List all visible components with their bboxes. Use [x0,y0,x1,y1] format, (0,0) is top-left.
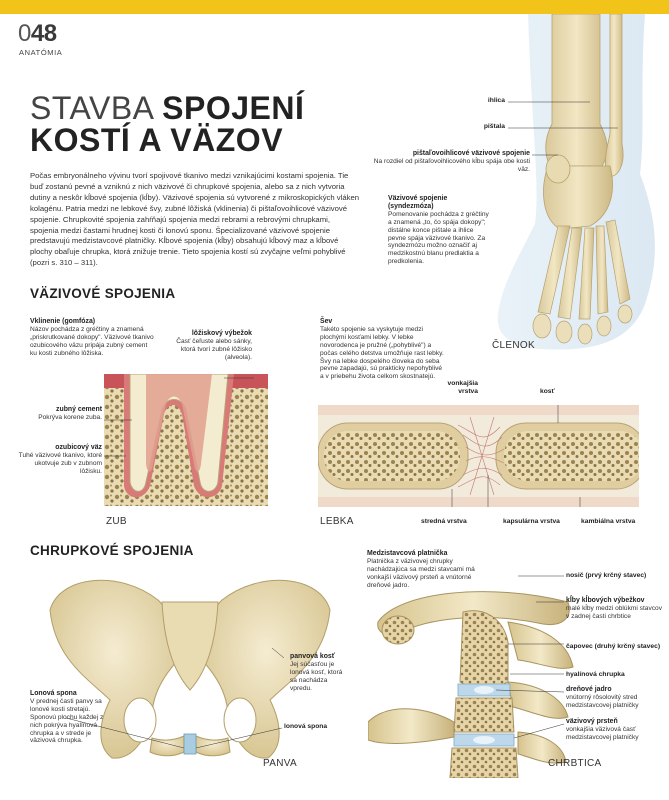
title-bold-2: KOSTÍ A VÄZOV [30,122,284,158]
title-bold-1: SPOJENÍ [162,90,305,126]
label-facet-joints: kĺby kĺbových výbežkov malé kĺby medzi oblúkmi stavcov v zadnej časti chrbtice [566,597,663,620]
label-hip-bone: panvová kosť Jej súčasťou je lonová kosť, ktorá sa nachádza vpredu. [290,653,343,692]
page-number: 048 [18,20,57,47]
gomphosis-note: Vklinenie (gomfóza) Názov pochádza z gréčtiny a znamená „priskrutkované dokopy". Väzivové tkanivo ozubicového väzu pripája zubný cement ku kosti zubného lôžiska. [30,318,154,357]
cartilaginous-heading: CHRUPKOVÉ SPOJENIA [30,543,194,558]
label-cambial-layer: kambiálna vrstva [581,518,636,525]
disc-note: Medzistavcová platnička Platnička z väzivovej chrupky nachádzajúca sa medzi stavcami má vonkajší väzivový prsteň a vnútorné dreňové jadro. [367,550,475,589]
label-capsular-layer: kapsulárna vrstva [503,518,560,525]
label-hyaline-cartilage: hyalínová chrupka [566,671,625,678]
label-cementum: zubný cement Pokrýva korene zuba. [38,406,102,421]
label-outer-layer: vonkajšia vrstva [447,380,478,395]
ankle-illustration [440,14,669,354]
label-periodontal-ligament: ozubicový väz Tuhé väzivové tkanivo, ktoré ukotvuje zub v zubnom lôžisku. [18,444,102,475]
label-pistala: pištala [483,123,505,130]
ankle-caption: ČLENOK [492,340,535,351]
skull-caption: LEBKA [320,516,354,527]
top-accent-bar [0,0,669,14]
label-atlas: nosič (prvý krčný stavec) [566,572,647,579]
label-tibiofibular-joint: pištaľovoihlicové väzivové spojenie Na rozdiel od pištaľovoihlicového kĺbu spája obe kosti väz. [373,150,530,173]
syndesmosis-note: Väzivové spojenie (syndezmóza) Pomenovanie pochádza z gréčtiny a znamená „to, čo spája dokopy"; distálne konce pištale a ihlice pevne spája väzivové tkanivo. Za syndezmózu možno označiť aj medzikostnú blanu predlaktia a predkolenia. [388,195,489,266]
label-alveolar-process: lôžiskový výbežok Časť čeľuste alebo sánky, ktorá tvorí zubné lôžisko (alveola). [176,330,252,361]
tooth-caption: ZUB [106,516,127,527]
intro-paragraph: Počas embryonálneho vývinu tvorí spojivové tkanivo medzi vznikajúcimi kostami spojenia. Tie buď zostanú pevné a vzniknú z nich väzivové či chrupkové spojenia, alebo sa z nich vytvoria dutiny a neskôr kĺbové spojenia (kĺby). Väzivové spojenia sú vytvorené z mikroskopických vláken kolagénu. Patria medzi ne lebkové švy, zubné lôžiská (vklinenia) či pištaľovoihlicové väzivové spojenie. Chrupkovité spojenia zahŕňajú spojenia medzi rebrami a rebrovými chrupkami, spojenia medzi častami hrudnej kosti či lonovú sponu. Špecializované väzivové spojenie predstavujú medzistavcové platničky. Kĺbové spojenia (kĺby) obsahujú kĺbový maz a kĺbové plochy obaľuje chrupka, ktorá znižuje trenie. Tieto spojenia kostí sú zvyčajne veľmi pohyblivé (pozri s. 310 – 311). [30,171,360,268]
pelvis-caption: PANVA [263,758,297,769]
suture-note: Šev Takéto spojenie sa vyskytuje medzi plochými kosťami lebky. V lebke novorodenca je pružné („pohyblivé") a počas celého detstva umožňuje rast lebky. Švy na lebke dospelého človeka do seba pevne zapadajú, sú prakticky nepohyblivé a v priebehu života celkom skostnatejú. [320,318,444,381]
spine-illustration [368,572,578,778]
label-bone: kosť [540,388,555,395]
title-light: STAVBA [30,90,153,126]
tooth-illustration [104,374,268,506]
section-label: ANATÓMIA [19,48,63,57]
page-title [30,92,304,156]
fibrous-heading: VÄZIVOVÉ SPOJENIA [30,286,176,301]
label-nucleus-pulposus: dreňové jadro vnútorný rôsolovitý stred medzistavcovej platničky [566,686,639,709]
label-annulus-fibrosus: väzivový prsteň vonkajšia väzivová časť medzistavcovej platničky [566,718,639,741]
symphysis-note: Lonová spona V prednej časti panvy sa lonové kosti stretajú. Sponovú plochu každej z nich pokrýva hyalínová chrupka a v strede je väzivová chrupka. [30,690,104,745]
spine-caption: CHRBTICA [548,758,602,769]
label-middle-layer: stredná vrstva [421,518,467,525]
label-pubic-symphysis: lonová spona [284,723,328,730]
label-axis: čapovec (druhý krčný stavec) [566,643,661,650]
label-ihlica: ihlica [487,97,505,104]
suture-illustration [318,405,639,507]
